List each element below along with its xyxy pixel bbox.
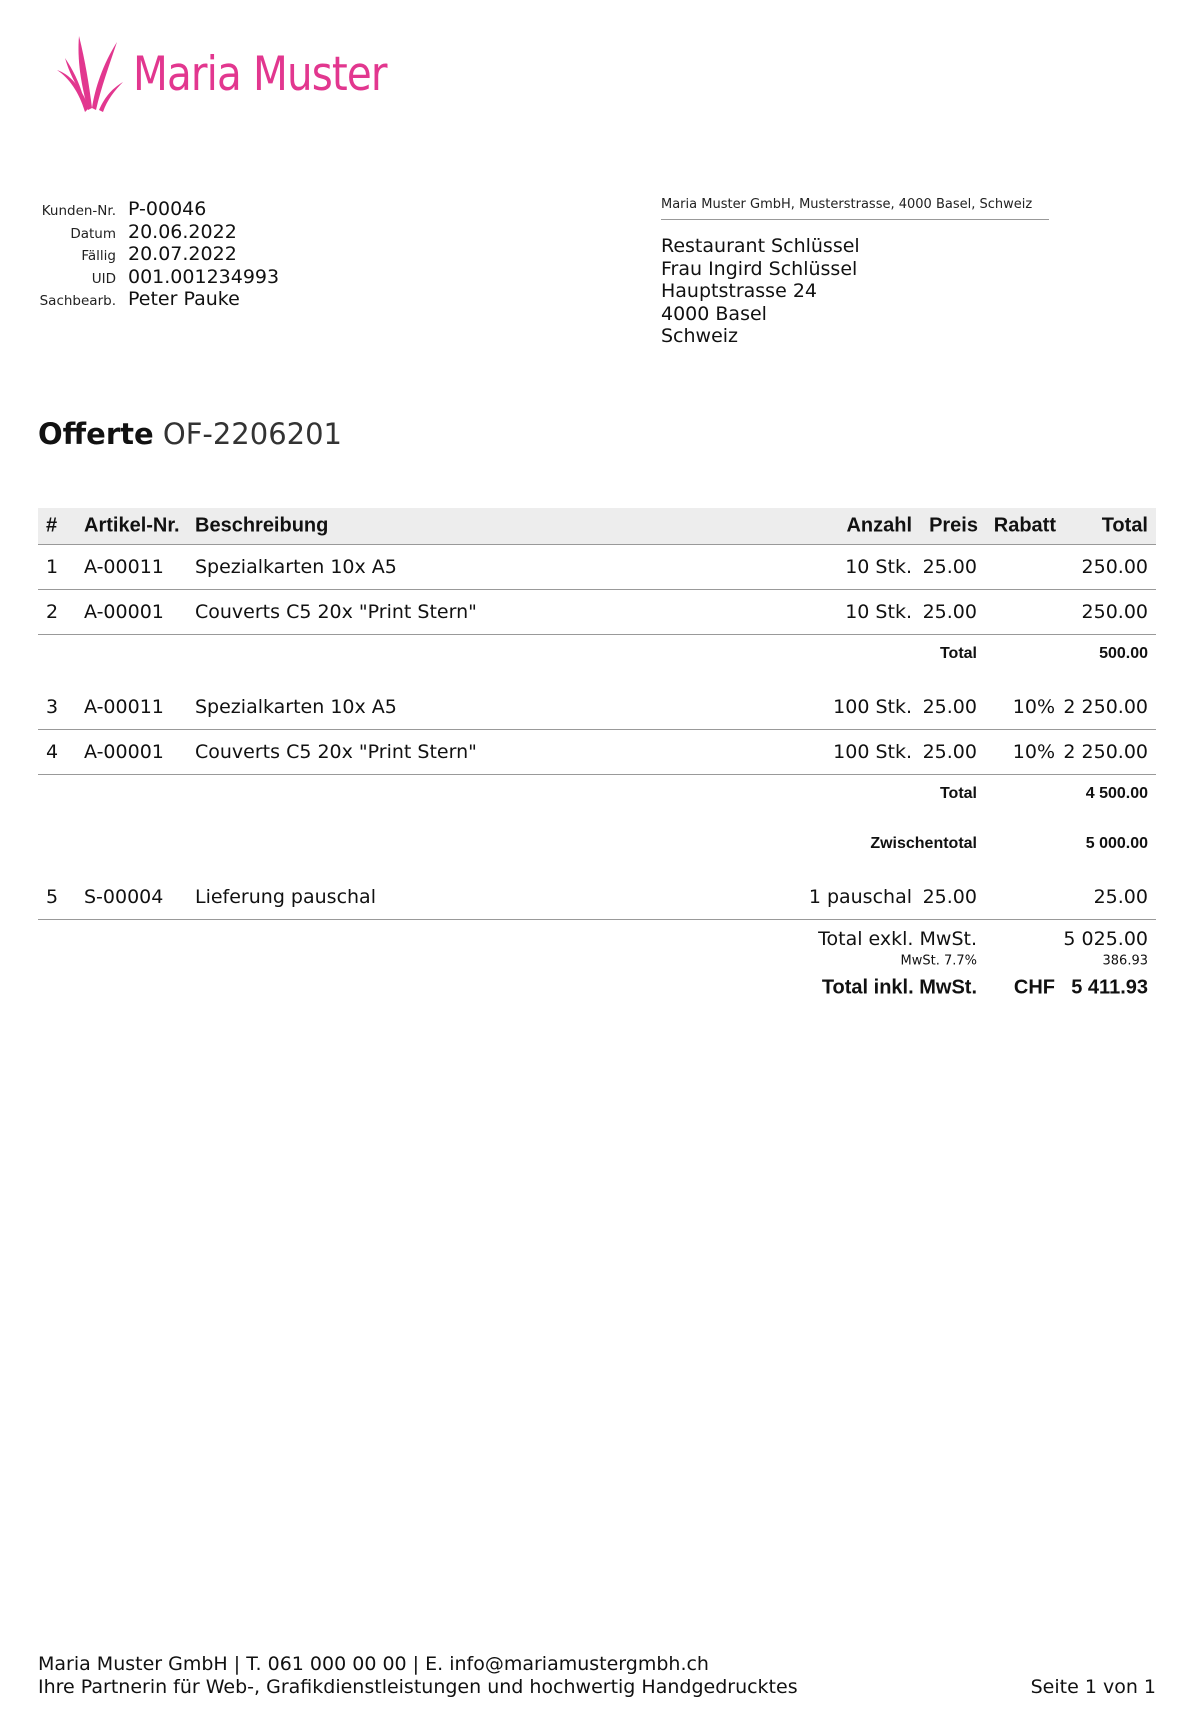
cell-price: 25.00 <box>922 601 977 623</box>
header-quantity: Anzahl <box>846 514 912 537</box>
cell-total: 25.00 <box>1093 886 1148 908</box>
cell-price: 25.00 <box>922 696 977 718</box>
cell-total: 250.00 <box>1081 556 1148 578</box>
total-excl-row <box>38 926 1156 952</box>
vat-row <box>38 952 1156 970</box>
cell-pos: 5 <box>46 886 59 908</box>
header-total: Total <box>1101 514 1148 537</box>
cell-article: S-00004 <box>84 886 164 908</box>
cell-article: A-00011 <box>84 556 164 578</box>
company-name: Maria Muster <box>133 46 387 102</box>
cell-pos: 1 <box>46 556 59 578</box>
vat-value: 386.93 <box>1102 953 1148 969</box>
document-meta <box>38 198 279 311</box>
total-excl-value: 5 025.00 <box>1063 928 1148 950</box>
group-total-row <box>38 635 1156 673</box>
subtotal-label: Zwischentotal <box>870 835 977 852</box>
meta-row-customer-no <box>38 198 279 221</box>
cell-quantity: 100 Stk. <box>833 696 912 718</box>
meta-row-due <box>38 243 279 266</box>
cell-description: Spezialkarten 10x A5 <box>195 696 397 718</box>
totals-block <box>38 920 1156 1006</box>
cell-quantity: 100 Stk. <box>833 741 912 763</box>
footer-tagline: Ihre Partnerin für Web-, Grafikdienstleistungen und hochwertig Handgedrucktes <box>38 1676 798 1698</box>
subtotal-row <box>38 825 1156 863</box>
cell-article: A-00001 <box>84 741 164 763</box>
meta-value: Peter Pauke <box>128 288 240 311</box>
cell-quantity: 10 Stk. <box>845 556 912 578</box>
document-type: Offerte <box>38 417 154 451</box>
document-number: OF-2206201 <box>162 417 343 451</box>
items-table <box>38 508 1156 1006</box>
header-pos: # <box>46 514 58 537</box>
subtotal-value: 5 000.00 <box>1085 835 1148 852</box>
recipient-line: Frau Ingird Schlüssel <box>661 257 858 280</box>
table-row <box>38 545 1156 590</box>
meta-label: Kunden-Nr. <box>41 203 116 219</box>
cell-total: 250.00 <box>1081 601 1148 623</box>
meta-row-date <box>38 221 279 244</box>
grass-leaves-icon <box>55 34 125 114</box>
meta-value: 20.06.2022 <box>128 220 237 243</box>
cell-pos: 3 <box>46 696 59 718</box>
company-logo <box>55 34 428 114</box>
cell-discount: 10% <box>1012 696 1055 718</box>
recipient-address <box>661 235 860 348</box>
meta-label: Sachbearb. <box>39 293 116 310</box>
cell-total: 2 250.00 <box>1063 696 1148 718</box>
cell-description: Lieferung pauschal <box>195 886 376 908</box>
table-row <box>38 730 1156 775</box>
cell-quantity: 10 Stk. <box>845 601 912 623</box>
header-price: Preis <box>929 514 978 537</box>
group-total-label: Total <box>939 785 977 802</box>
table-row <box>38 685 1156 730</box>
recipient-line: Hauptstrasse 24 <box>661 280 817 303</box>
meta-row-clerk <box>38 288 279 311</box>
total-excl-label: Total exkl. MwSt. <box>818 928 977 950</box>
header-article: Artikel-Nr. <box>84 514 180 537</box>
cell-article: A-00001 <box>84 601 164 623</box>
cell-price: 25.00 <box>922 886 977 908</box>
meta-value: 20.07.2022 <box>128 243 237 266</box>
document-title <box>38 417 342 451</box>
meta-row-uid <box>38 266 279 289</box>
footer-contact: Maria Muster GmbH | T. 061 000 00 00 | E. info@mariamustergmbh.ch <box>38 1653 709 1675</box>
total-incl-value: 5 411.93 <box>1071 976 1148 999</box>
currency: CHF <box>1013 976 1055 999</box>
cell-total: 2 250.00 <box>1063 741 1148 763</box>
cell-description: Spezialkarten 10x A5 <box>195 556 397 578</box>
cell-description: Couverts C5 20x "Print Stern" <box>195 741 477 763</box>
recipient-line: Schweiz <box>661 325 739 348</box>
meta-label: Datum <box>70 225 116 242</box>
group-total-value: 4 500.00 <box>1085 785 1148 802</box>
recipient-line: Restaurant Schlüssel <box>661 235 860 257</box>
recipient-line: 4000 Basel <box>661 302 767 325</box>
header-discount: Rabatt <box>993 514 1056 537</box>
cell-pos: 4 <box>46 741 59 763</box>
vat-label: MwSt. 7.7% <box>900 953 977 969</box>
header-description: Beschreibung <box>195 514 329 537</box>
cell-discount: 10% <box>1012 741 1055 763</box>
meta-value: P-00046 <box>128 198 207 220</box>
group-total-row <box>38 775 1156 813</box>
total-incl-label: Total inkl. MwSt. <box>821 976 977 999</box>
cell-article: A-00011 <box>84 696 164 718</box>
group-total-label: Total <box>939 645 977 662</box>
footer <box>38 1653 798 1699</box>
meta-label: UID <box>91 270 116 287</box>
group-total-value: 500.00 <box>1099 645 1148 662</box>
cell-price: 25.00 <box>922 741 977 763</box>
page-number: Seite 1 von 1 <box>1030 1676 1156 1698</box>
cell-quantity: 1 pauschal <box>808 886 912 908</box>
total-incl-row <box>38 970 1156 1006</box>
table-row <box>38 590 1156 635</box>
cell-pos: 2 <box>46 601 59 623</box>
table-header <box>38 508 1156 545</box>
cell-price: 25.00 <box>922 556 977 578</box>
table-row <box>38 875 1156 920</box>
meta-value: 001.001234993 <box>128 265 280 288</box>
meta-label: Fällig <box>81 248 116 265</box>
cell-description: Couverts C5 20x "Print Stern" <box>195 601 477 623</box>
sender-line: Maria Muster GmbH, Musterstrasse, 4000 Basel, Schweiz <box>661 197 1049 220</box>
